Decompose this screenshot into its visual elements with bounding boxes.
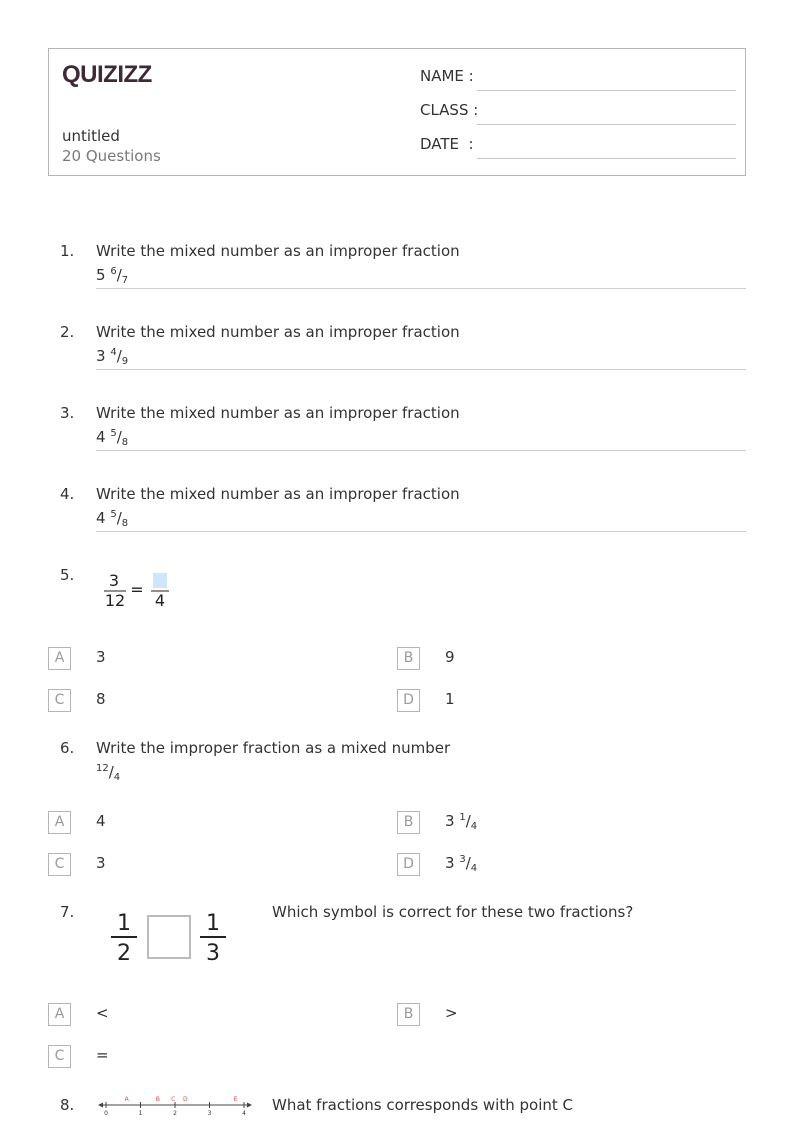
number-line-right-arrow	[247, 1103, 252, 1108]
numerator: 3	[459, 854, 466, 865]
question-number: 8.	[60, 1096, 75, 1114]
option-letter-box[interactable]: C	[48, 689, 71, 712]
question-text: Write the improper fraction as a mixed number	[96, 739, 451, 757]
question-number: 1.	[60, 242, 75, 260]
option-letter-box[interactable]: A	[48, 647, 71, 670]
numerator: 12	[96, 763, 109, 774]
number-line-image	[98, 1094, 252, 1118]
left-denominator: 12	[104, 591, 126, 610]
whole-part: 4	[96, 428, 111, 446]
question-number: 2.	[60, 323, 75, 341]
class-label: CLASS :	[420, 101, 479, 119]
question-text: Write the mixed number as an improper fraction	[96, 242, 460, 260]
denominator: 9	[121, 356, 129, 367]
whole-part: 3	[96, 347, 111, 365]
option-letter-box[interactable]: D	[397, 689, 420, 712]
class-field[interactable]	[420, 101, 736, 125]
denominator: 4	[470, 863, 478, 874]
name-label: NAME :	[420, 67, 474, 85]
answer-line[interactable]	[96, 369, 746, 370]
question-number: 4.	[60, 485, 75, 503]
name-line[interactable]	[477, 90, 736, 91]
option-text[interactable]: 1	[445, 690, 455, 708]
numerator: 5	[110, 428, 117, 439]
option-letter-box[interactable]: A	[48, 811, 71, 834]
number-line-left-arrow	[98, 1103, 103, 1108]
numerator: 1	[459, 812, 466, 823]
number-line-tick-label: 1	[138, 1110, 143, 1117]
date-field[interactable]	[420, 135, 736, 159]
answer-line[interactable]	[96, 288, 746, 289]
option-text[interactable]: 4	[96, 812, 106, 830]
first-numerator: 1	[117, 911, 131, 936]
question-text: Write the mixed number as an improper fraction	[96, 404, 460, 422]
equals-sign: =	[130, 580, 144, 599]
whole-part: 5	[96, 266, 111, 284]
denominator: 7	[121, 275, 129, 286]
option-mixed-number[interactable]: 3 $^1/_4$	[445, 812, 478, 832]
number-line-point-label: A	[124, 1096, 129, 1103]
question-text: Which symbol is correct for these two fractions?	[272, 903, 634, 921]
question-text: Write the mixed number as an improper fraction	[96, 323, 460, 341]
left-numerator: 3	[108, 571, 120, 590]
date-line[interactable]	[477, 158, 736, 159]
answer-line[interactable]	[96, 531, 746, 532]
option-letter-box[interactable]: B	[397, 811, 420, 834]
numerator: 6	[110, 266, 117, 277]
number-line-tick-label: 3	[207, 1110, 212, 1117]
question-count: 20 Questions	[62, 147, 161, 165]
option-mixed-number[interactable]: 3 $^3/_4$	[445, 854, 478, 874]
number-line-tick-label: 0	[104, 1110, 108, 1117]
question-number: 6.	[60, 739, 75, 757]
worksheet-header	[48, 48, 746, 176]
number-line-point-label: D	[183, 1096, 188, 1103]
class-line[interactable]	[477, 124, 736, 125]
denominator: 4	[113, 772, 121, 783]
blank-box	[153, 573, 167, 588]
right-denominator: 4	[154, 591, 166, 610]
fraction-compare-image	[100, 903, 256, 975]
comparison-blank-box	[148, 916, 190, 958]
improper-fraction: $^{12}/_4$	[96, 763, 121, 783]
option-letter-box[interactable]: B	[397, 647, 420, 670]
option-letter-box[interactable]: A	[48, 1003, 71, 1026]
whole-part: 4	[96, 509, 111, 527]
number-line-point-label: C	[171, 1096, 176, 1103]
date-label: DATE :	[420, 135, 474, 153]
worksheet-title: untitled	[62, 127, 120, 145]
quizizz-logo: QUIZIZZ	[62, 61, 152, 88]
denominator: 8	[121, 518, 129, 529]
option-text[interactable]: <	[96, 1004, 109, 1022]
option-text[interactable]: >	[445, 1004, 458, 1022]
option-text[interactable]: 9	[445, 648, 455, 666]
whole-part: 3	[445, 812, 460, 830]
option-letter-box[interactable]: D	[397, 853, 420, 876]
whole-part: 3	[445, 854, 460, 872]
option-text[interactable]: 3	[96, 648, 106, 666]
second-numerator: 1	[206, 911, 220, 936]
number-line-tick-label: 4	[242, 1110, 246, 1117]
question-text: Write the mixed number as an improper fraction	[96, 485, 460, 503]
option-letter-box[interactable]: C	[48, 1045, 71, 1068]
option-letter-box[interactable]: C	[48, 853, 71, 876]
denominator: 4	[470, 821, 478, 832]
equation-image	[100, 566, 180, 614]
question-number: 3.	[60, 404, 75, 422]
number-line-tick-label: 2	[173, 1110, 177, 1117]
option-text[interactable]: =	[96, 1046, 109, 1064]
number-line-point-label: E	[233, 1096, 238, 1103]
numerator: 4	[110, 347, 117, 358]
denominator: 8	[121, 437, 129, 448]
option-text[interactable]: 3	[96, 854, 106, 872]
name-field[interactable]	[420, 67, 736, 91]
option-text[interactable]: 8	[96, 690, 106, 708]
numerator: 5	[110, 509, 117, 520]
question-number: 7.	[60, 903, 75, 921]
first-denominator: 2	[117, 941, 131, 966]
option-letter-box[interactable]: B	[397, 1003, 420, 1026]
question-text: What fractions corresponds with point C	[272, 1096, 573, 1114]
mixed-number: 3 $^4/_9$	[96, 347, 129, 367]
number-line-point-label: B	[155, 1096, 160, 1103]
mixed-number: 4 $^5/_8$	[96, 509, 129, 529]
answer-line[interactable]	[96, 450, 746, 451]
mixed-number: 4 $^5/_8$	[96, 428, 129, 448]
second-denominator: 3	[206, 941, 220, 966]
mixed-number: 5 $^6/_7$	[96, 266, 129, 286]
question-number: 5.	[60, 566, 75, 584]
